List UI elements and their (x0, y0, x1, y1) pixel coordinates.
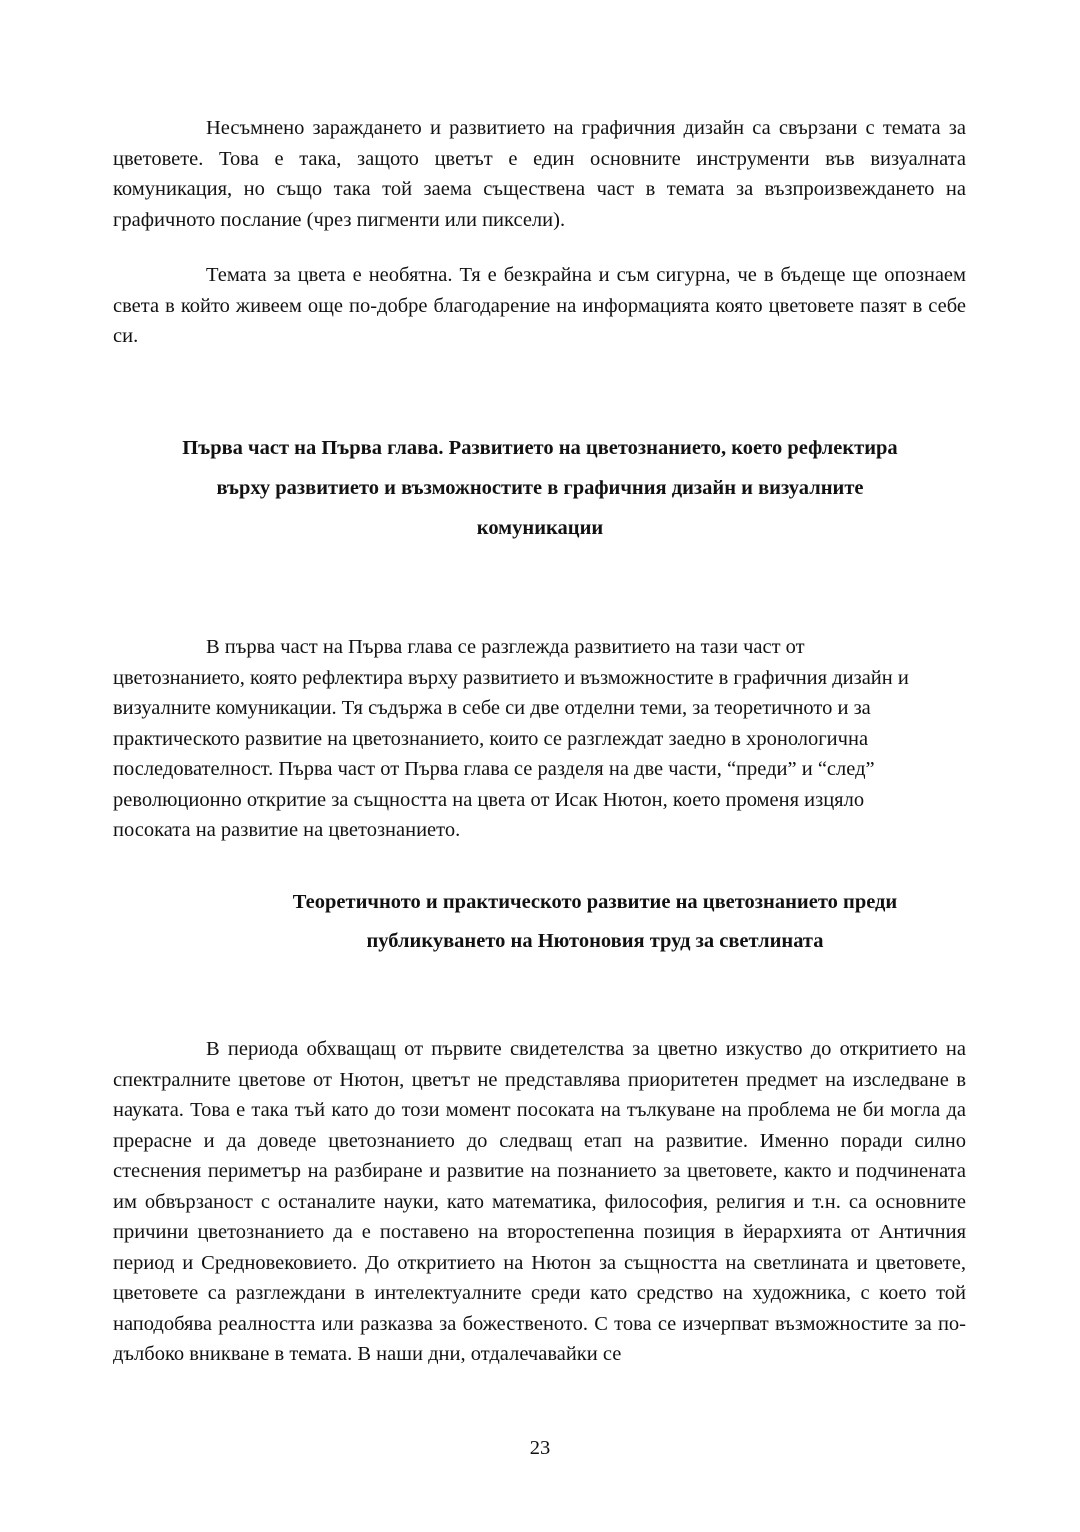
section-heading-line-1: Първа част на Първа глава. Развитието на цветознанието, което рефлектира (182, 437, 898, 459)
section-heading-line-3: комуникации (476, 517, 604, 539)
page-number: 23 (529, 1437, 551, 1459)
section-intro-paragraph: В първа част на Първа глава се разглежда развитието на тази част от цветознанието, която рефлектира върху развитието и възможностите в графичния дизайн и визуалните комуникации. Тя съдържа в себе си две отделни теми, за теоретичното и за практическото развитие на цветознанието, които се разглеждат заедно в хронологична последователност. Първа част от Първа глава се разделя на две части, “преди” и “след” революционно откритие за същността на цвета от Исак Нютон, което променя изцяло посоката на развитие на цветознанието. (113, 636, 909, 841)
subsection-body-paragraph: В периода обхващащ от първите свидетелства за цветно изкуство до откритието на спектралните цветове от Нютон, цветът не представлява приоритетен предмет на изследване в науката. Това е така тъй като до този момент посоката на тълкуване на проблема не би могла да прерасне и да доведе цветознанието до следващ етап на развитие. Именно поради силно стеснения периметър на разбиране и развитие на познанието за цветовете, както и подчинената им обвързаност с останалите науки, като математика, философия, религия и т.н. са основните причини цветознанието да е поставено на второстепенна позиция в йерархията от Античния период и Средновековието. До откритието на Нютон за същността на светлината и цветовете, цветовете са разглеждани в интелектуалните среди като средство на художника, с което той наподобява реалността или разказва за божественото. С това се изчерпват възможностите за по-дълбоко вникване в темата. В наши дни, отдалечавайки се (113, 1038, 966, 1365)
intro-paragraph-1: Несъмнено зараждането и развитието на графичния дизайн са свързани с темата за цветовете. Това е така, защото цветът е един основните инструменти във визуалната комуникация, но също така той заема съществена част в темата за възпроизвеждането на графичното послание (чрез пигменти или пиксели). (113, 117, 966, 231)
subsection-heading-line-1: Теоретичното и практическото развитие на цветознанието преди (292, 891, 898, 913)
subsection-heading-line-2: публикуването на Нютоновия труд за светлината (366, 930, 824, 952)
intro-paragraph-2: Темата за цвета е необятна. Тя е безкрайна и съм сигурна, че в бъдеще ще опознаем света в който живеем още по-добре благодарение на информацията която цветовете пазят в себе си. (113, 264, 966, 347)
section-heading-line-2: върху развитието и възможностите в графичния дизайн и визуалните (216, 477, 864, 499)
